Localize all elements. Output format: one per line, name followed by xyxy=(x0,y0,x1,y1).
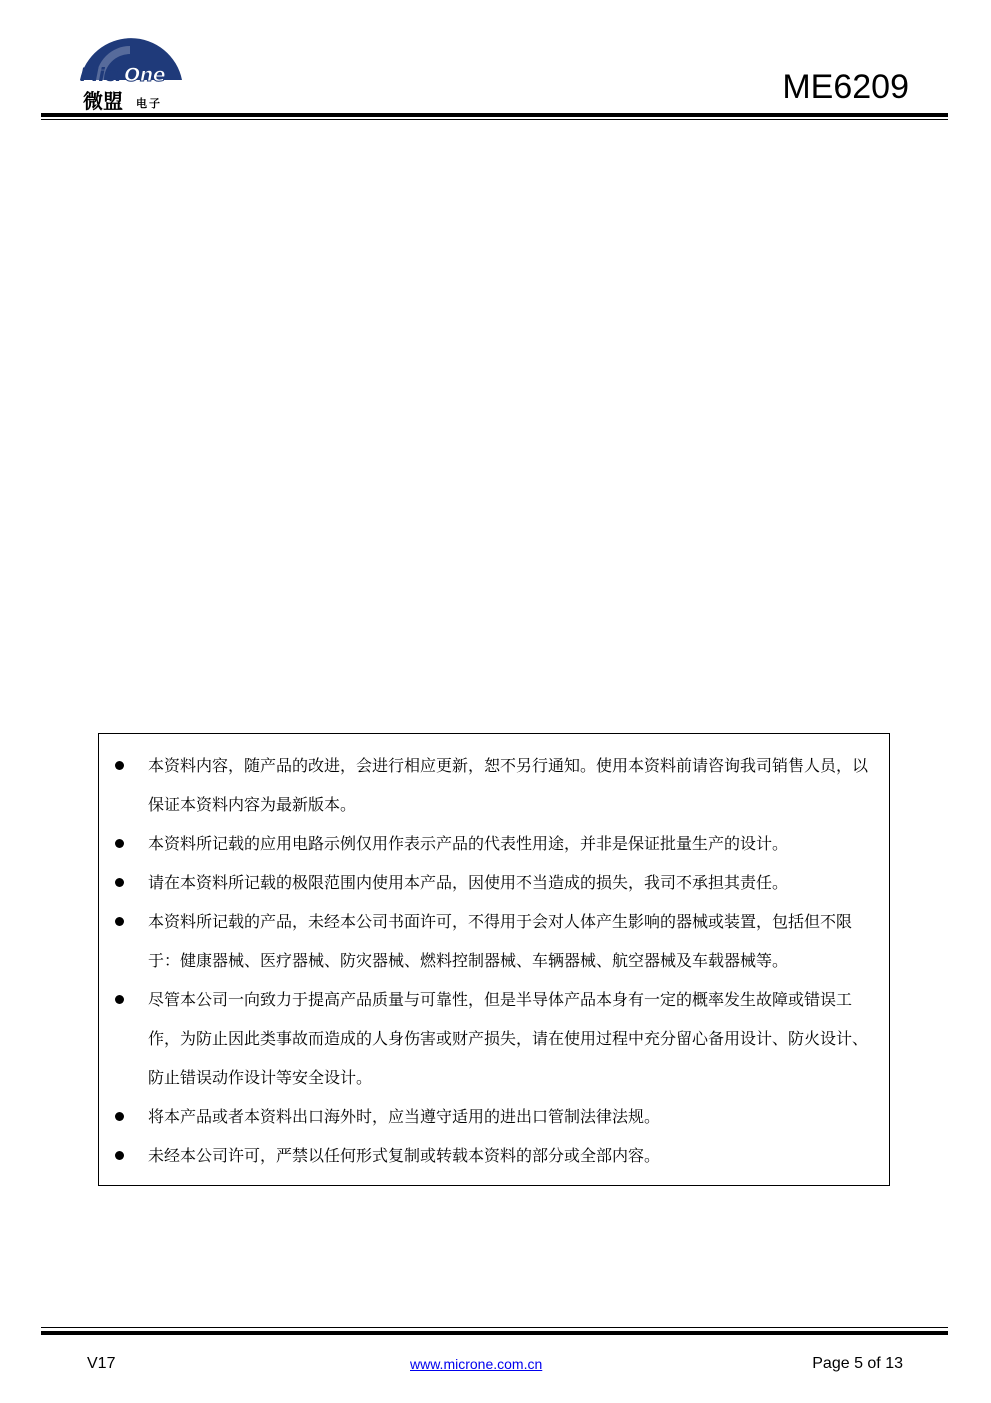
bullet-icon xyxy=(115,839,124,848)
disclaimer-item: 本资料所记载的产品，未经本公司书面许可，不得用于会对人体产生影响的器械或装置，包括但不限于：健康器械、医疗器械、防灾器械、燃料控制器械、车辆器械、航空器械及车载器械等。 xyxy=(109,902,879,980)
page-number: Page 5 of 13 xyxy=(812,1355,903,1372)
disclaimer-item: 本资料内容，随产品的改进，会进行相应更新，恕不另行通知。使用本资料前请咨询我司销售人员，以保证本资料内容为最新版本。 xyxy=(109,746,879,824)
company-logo xyxy=(76,20,186,112)
footer-rule-thick xyxy=(41,1331,948,1335)
header-rule-thin xyxy=(41,119,948,120)
disclaimer-item: 本资料所记载的应用电路示例仅用作表示产品的代表性用途，并非是保证批量生产的设计。 xyxy=(109,824,879,863)
disclaimer-item: 将本产品或者本资料出口海外时，应当遵守适用的进出口管制法律法规。 xyxy=(109,1097,879,1136)
logo-chinese-subtext: 电子 xyxy=(136,97,162,110)
logo-latin-part2: One xyxy=(124,64,166,86)
bullet-icon xyxy=(115,995,124,1004)
bullet-icon xyxy=(115,878,124,887)
logo-chinese-text: 微盟 xyxy=(83,89,123,113)
disclaimer-box xyxy=(98,733,890,1186)
website-link[interactable]: www.microne.com.cn xyxy=(410,1356,543,1372)
logo-latin-part1: Micr xyxy=(80,64,125,86)
header-rule-thick xyxy=(41,113,948,117)
disclaimer-list xyxy=(109,746,879,1175)
bullet-icon xyxy=(115,1151,124,1160)
logo-latin-text xyxy=(80,64,165,86)
bullet-icon xyxy=(115,761,124,770)
disclaimer-item: 请在本资料所记载的极限范围内使用本产品，因使用不当造成的损失，我司不承担其责任。 xyxy=(109,863,879,902)
product-code: ME6209 xyxy=(782,68,909,106)
disclaimer-item: 尽管本公司一向致力于提高产品质量与可靠性，但是半导体产品本身有一定的概率发生故障或错误工作，为防止因此类事故而造成的人身伤害或财产损失，请在使用过程中充分留心备用设计、防火设计、防止错误动作设计等安全设计。 xyxy=(109,980,879,1097)
disclaimer-item: 未经本公司许可，严禁以任何形式复制或转载本资料的部分或全部内容。 xyxy=(109,1136,879,1175)
bullet-icon xyxy=(115,1112,124,1121)
footer-rule-thin xyxy=(41,1327,948,1328)
bullet-icon xyxy=(115,917,124,926)
version-label: V17 xyxy=(87,1355,116,1372)
